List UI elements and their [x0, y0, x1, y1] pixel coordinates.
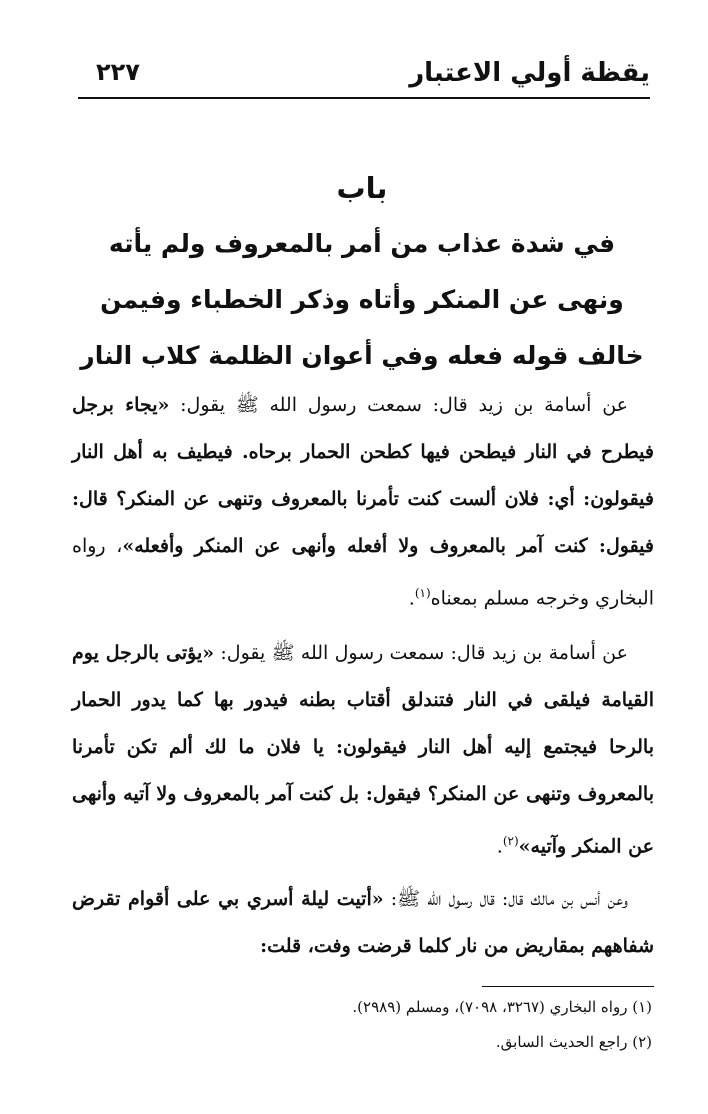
hadith-quote: «يؤتى بالرجل يوم القيامة فيلقى في النار فتندلق أقتاب بطنه فيدور بها كما يدور الحمار بالرحا فيجتمع إليه أهل النار فيقولون: يا فلان ما لك ألم تكن تأمرنا بالمعروف وتنهى عن المنكر؟ فيقول: بل كنت آمر بالمعروف ولا آتيه وأنهى عن المنكر وآتيه» — [72, 642, 654, 858]
footnote-reference: (٢) — [502, 834, 519, 848]
page-header — [78, 52, 650, 102]
sentence-end: . — [496, 835, 503, 858]
footnotes — [72, 990, 652, 1060]
hadith-source: ، رواه البخاري وخرجه مسلم بمعناه — [72, 535, 654, 610]
chapter-title-line: خالف قوله فعله وفي أعوان الظلمة كلاب النار — [80, 341, 644, 370]
hadith-intro: عن أسامة بن زيد قال: سمعت رسول الله ﷺ يقول: — [169, 394, 628, 416]
hadith-quote: «أتيت ليلة أسري بي على أقوام تقرض شفاههم بمقاريض من نار كلما قرضت وفت، قلت: — [72, 888, 654, 957]
footnote: (٢) راجع الحديث السابق. — [495, 1033, 652, 1051]
footnote: (١) رواه البخاري (٣٢٦٧، ٧٠٩٨)، ومسلم (٢٩٨٩). — [352, 998, 652, 1016]
footnote-reference: (١) — [414, 586, 431, 600]
chapter-label: باب — [336, 171, 388, 205]
footnote-rule — [482, 986, 654, 987]
hadith-paragraph — [72, 630, 654, 870]
hadith-quote: «يجاء برجل فيطرح في النار فيطحن فيها كطحن الحمار برحاه. فيطيف به أهل النار فيقولون: أي: فلان ألست كنت تأمرنا بالمعروف وتنهى عن المنكر؟ قال: فيقول: كنت آمر بالمعروف ولا أفعله وأنهى عن المنكر وأفعله» — [72, 394, 654, 557]
header-rule — [78, 97, 650, 99]
hadith-paragraph — [72, 876, 654, 970]
hadith-intro: وعن أنس بن مالك قال: قال رسول الله ﷺ: — [383, 888, 629, 910]
chapter-title-line: في شدة عذاب من أمر بالمعروف ولم يأته — [108, 229, 616, 258]
hadith-intro: عن أسامة بن زيد قال: سمعت رسول الله ﷺ يقول: — [214, 642, 628, 664]
chapter-heading — [70, 160, 654, 384]
running-title: يقظة أولي الاعتبار — [409, 58, 650, 88]
hadith-paragraph — [72, 382, 654, 622]
chapter-title-line: ونهى عن المنكر وأتاه وذكر الخطباء وفيمن — [100, 285, 624, 314]
page-number: ٢٢٧ — [96, 58, 140, 86]
sentence-end: . — [408, 587, 415, 610]
